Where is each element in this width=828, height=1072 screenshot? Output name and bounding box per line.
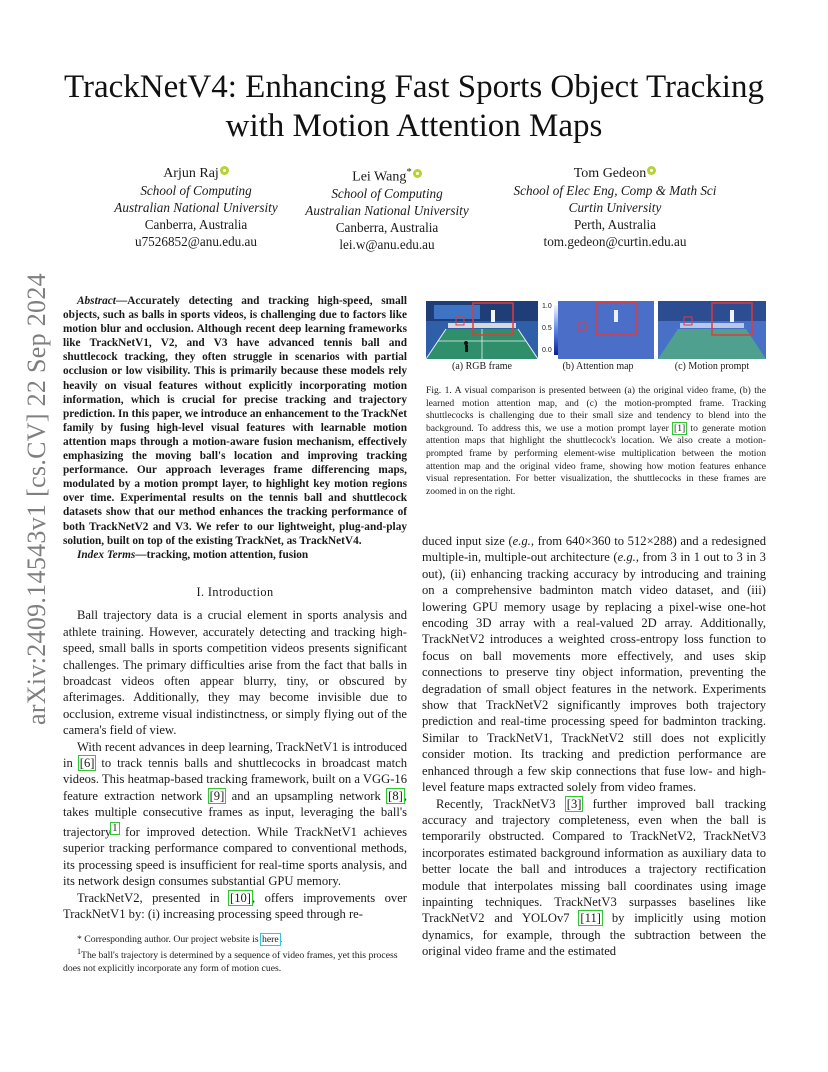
- text-run: With recent advances in deep learning, TrackNetV1 is introduced in: [63, 739, 407, 771]
- text-run: for improved detection. While TrackNetV1 achieves superior tracking performance compared to conventional methods, its processing speed is insufficient for real-time sports analysis, and its network design consumes substantial GPU memory.: [63, 824, 407, 889]
- abstract: [63, 294, 407, 562]
- author-location: Canberra, Australia: [144, 217, 248, 232]
- text-run: The ball's trajectory is determined by a sequence of video frames, yet this process does not explicitly incorporate any form of motion cues.: [63, 950, 398, 974]
- author-name: Arjun Raj: [163, 166, 219, 181]
- attention-map-image: [542, 301, 654, 359]
- author-location: Canberra, Australia: [335, 220, 439, 236]
- citation-link[interactable]: [11]: [580, 911, 601, 926]
- footnote-mark: 1: [77, 947, 82, 957]
- author-block-3: [490, 164, 740, 250]
- author-block-2: [272, 164, 502, 253]
- intro-paragraph-1: Ball trajectory data is a crucial element in sports analysis and athlete training. However, accurately detecting and tracking high-speed, small balls in sports competition videos presents significant challenges. The primary difficulties arise from the fact that balls in broadcast videos often appear blurry, tiny, or obscured by afterimages. Additionally, they may become invisible due to occlusion, extreme visual indistinctness, or simply flying out of the camera's field of view.: [63, 608, 407, 738]
- author-location: Perth, Australia: [573, 217, 657, 232]
- abstract-text: —Accurately detecting and tracking high-speed, small objects, such as balls in sports videos, is challenging due to factors like motion blur and occlusion. Although recent deep learning frameworks like TrackNetV1, V2, and V3 have advanced tennis ball and shuttlecock tracking, they often struggle in scenarios with partial occlusion or low visibility. This is primarily because these models rely heavily on visual features without explicitly incorporating motion information, which is crucial for precise tracking and trajectory prediction. In this paper, we introduce an enhancement to the TrackNet family by fusing high-level visual features with learnable motion attention maps through a motion-aware fusion mechanism, effectively emphasizing the moving ball's location and improving tracking performance. Our approach leverages frame differencing maps, modulated by a motion prompt layer, to highlight key motion regions over time. Experimental results on the tennis ball and shuttlecock datasets show that our method enhances the tracking performance of both TrackNetV2 and V3. We refer to our lightweight, plug-and-play solution, built on top of the existing TrackNet, as TrackNetV4.: [63, 295, 407, 547]
- colorbar-tick: 0.5: [542, 325, 552, 332]
- index-terms-label: Index Terms: [77, 548, 136, 561]
- text-run: further improved ball tracking accuracy and trajectory completeness, even when the ball is temporarily obstructed. Compared to TrackNetV2, TrackNetV3 incorporates estimated background information as auxiliary data to better locate the ball and introduces a trajectory rectification module that interpolates missing ball coordinates using image inpainting techniques. TrackNetV3 surpasses baselines like TrackNetV2 and YOLOv7: [422, 796, 766, 926]
- body-paragraph: [422, 796, 766, 960]
- footnote-link[interactable]: 1: [112, 822, 118, 834]
- figure-caption: [426, 385, 766, 498]
- intro-paragraph-3: [63, 890, 407, 923]
- text-run: , takes multiple consecutive frames as input, leveraging the ball's trajectory: [63, 788, 407, 839]
- text-run: TrackNetV2, presented in: [77, 890, 229, 905]
- index-terms-text: —tracking, motion attention, fusion: [135, 548, 309, 561]
- orcid-icon[interactable]: [413, 169, 422, 178]
- author-name: Tom Gedeon: [573, 166, 647, 181]
- introduction-section: [63, 575, 407, 922]
- arxiv-stamp: arXiv:2409.14543v1 [cs.CV] 22 Sep 2024: [22, 273, 51, 725]
- text-run: e.g.: [512, 534, 531, 548]
- author-email: lei.w@anu.edu.au: [339, 237, 435, 253]
- subcaption-c: (c) Motion prompt: [674, 361, 750, 372]
- footnotes: [63, 934, 407, 975]
- citation-link[interactable]: [8]: [388, 788, 403, 803]
- footnote-1: [63, 934, 407, 946]
- right-column-text: [422, 533, 766, 960]
- text-run: .: [279, 934, 283, 945]
- project-website-link[interactable]: here: [262, 934, 279, 945]
- text-run: Fig. 1. A visual comparison is presented between (a) the original video frame, (b) the learned motion attention map, and (c) the motion-prompted frame. Tracking shuttlecocks is challenging due to their small size and tendency to blend into the background. To address this, we use a motion prompt layer: [426, 385, 766, 434]
- corresponding-mark: *: [406, 166, 412, 178]
- text-run: , offers improvements over TrackNetV1 by: (i) increasing processing speed through re-: [63, 890, 407, 921]
- text-run: duced input size (: [422, 534, 513, 548]
- orcid-icon[interactable]: [220, 166, 229, 175]
- citation-link[interactable]: [10]: [230, 890, 251, 905]
- citation-link[interactable]: [9]: [209, 788, 225, 803]
- paper-title: TrackNetV4: Enhancing Fast Sports Object Tracking with Motion Attention Maps: [64, 69, 764, 144]
- body-paragraph: [422, 533, 766, 796]
- text-run: to track tennis balls and shuttlecocks in broadcast match videos. This heatmap-based tracking framework, built on a VGG-16 feature extraction network: [63, 756, 407, 803]
- author-dept: School of Computing: [140, 183, 252, 198]
- subcaption-a: (a) RGB frame: [452, 361, 512, 372]
- text-run: and an upsampling network: [225, 788, 388, 803]
- colorbar-tick: 0.0: [542, 347, 552, 354]
- author-dept: School of Computing: [331, 186, 443, 202]
- author-email: tom.gedeon@curtin.edu.au: [543, 234, 687, 249]
- author-org: Australian National University: [305, 203, 469, 219]
- citation-link[interactable]: [1]: [674, 422, 686, 434]
- footnote-2: [63, 946, 407, 975]
- orcid-icon[interactable]: [647, 166, 656, 175]
- text-run: , from 640×360 to 512×288) and a redesigned multiple-in, multiple-out architecture (: [422, 534, 766, 565]
- citation-link[interactable]: [6]: [79, 756, 95, 771]
- section-heading: I. Introduction: [196, 585, 274, 599]
- author-name: Lei Wang: [352, 169, 407, 185]
- intro-paragraph-2: [63, 739, 407, 890]
- text-run: to generate motion attention maps that highlight the shuttlecock's location. We also create a motion-prompted frame by performing element-wise multiplication between the motion attention map and the original video frame, showing how motion features enhance visual representation. For better visualization, the shuttlecocks in these frames are zoomed in on the right.: [426, 422, 766, 497]
- citation-link[interactable]: [3]: [566, 796, 582, 811]
- motion-prompt-image: [658, 301, 766, 359]
- text-run: by implicitly using motion dynamics, for example, through the subtraction between the original video frame and the estimated: [422, 911, 766, 959]
- author-email: u7526852@anu.edu.au: [134, 234, 258, 249]
- text-run: Recently, TrackNetV3: [436, 796, 566, 811]
- abstract-label: Abstract: [77, 295, 116, 307]
- text-run: * Corresponding author. Our project website is: [77, 934, 262, 945]
- rgb-frame-image: [426, 301, 538, 359]
- author-org: Australian National University: [114, 200, 278, 215]
- text-run: , from 3 in 1 out to 3 in 3 out), (ii) enhancing tracking accuracy by introducing and training on a comprehensive badminton match video dataset, and (iii) lowering GPU memory usage by replacing a pixel-wise one-hot encoding 3D array with a real-valued 2D array. Additionally, TrackNetV2 introduces a weighted cross-entropy loss function to focus on ball movements more effectively, and uses skip connections to preserve tiny object information, preventing the degradation of small object features in the network. Experiments show that TrackNetV2 significantly improves both trajectory prediction and real-time processing speed for badminton tracking. Similar to TrackNetV1, TrackNetV2 still does not explicitly consider motion. Its tracking and prediction performance are enhanced through a few skip connections that fuse low- and high-level feature maps extracted solely from video frames.: [422, 550, 766, 795]
- author-dept: School of Elec Eng, Comp & Math Sci: [513, 183, 717, 198]
- subcaption-b: (b) Attention map: [562, 361, 634, 372]
- author-org: Curtin University: [568, 200, 662, 215]
- text-run: e.g.: [617, 550, 636, 565]
- colorbar-tick: 1.0: [542, 303, 552, 310]
